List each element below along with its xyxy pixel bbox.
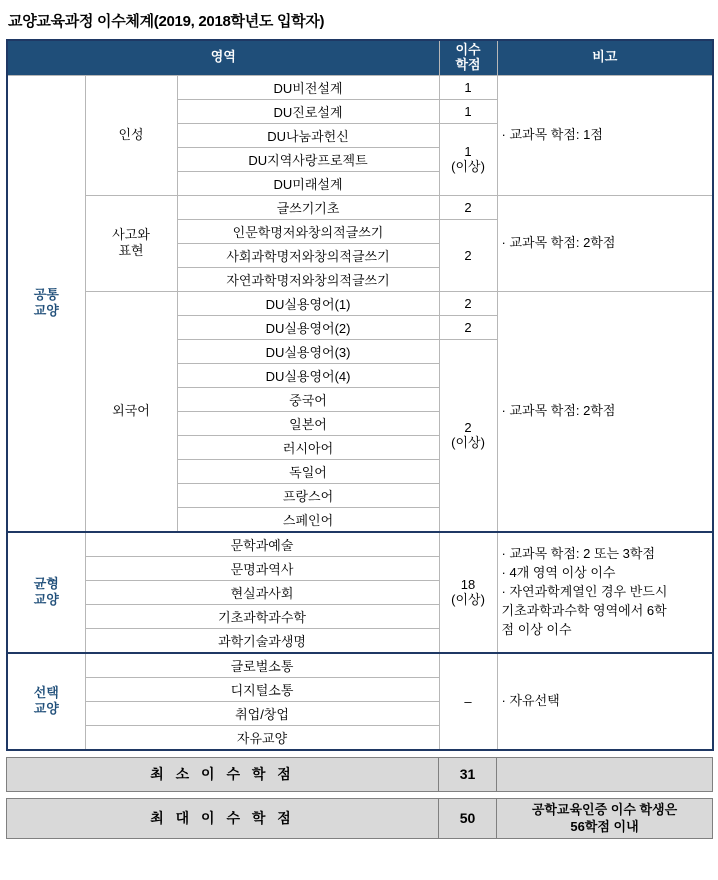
credit-cell: 2	[439, 195, 497, 219]
curriculum-table	[6, 39, 714, 751]
course-cell: 문명과역사	[85, 556, 439, 580]
credit-cell: 1	[439, 75, 497, 99]
area-label: 인성	[118, 127, 144, 143]
note-line: · 자연과학계열인 경우 반드시	[501, 583, 668, 599]
credit-line: (이상)	[451, 435, 485, 451]
summary-note-line: 공학교육인증 이수 학생은	[531, 801, 678, 817]
group-label-line2: 교양	[33, 592, 59, 608]
course-cell: DU실용영어(2)	[177, 315, 439, 339]
summary-label: 최 소 이 수 학 점	[7, 757, 439, 791]
course-cell: DU진로설계	[177, 99, 439, 123]
credit-line: 18	[460, 576, 476, 592]
course-cell: 사회과학명저와창의적글쓰기	[177, 243, 439, 267]
group-label-line1: 선택	[33, 685, 59, 701]
course-cell: 자유교양	[85, 725, 439, 750]
note-line: 기초과학과수학 영역에서 6학	[501, 602, 667, 618]
course-cell: 취업/창업	[85, 701, 439, 725]
area-cell-sago	[85, 195, 177, 291]
credit-line: 1	[464, 143, 472, 159]
area-cell-inseong	[85, 75, 177, 195]
credit-line: (이상)	[451, 159, 485, 175]
note-cell	[497, 291, 713, 532]
credit-cell: 1	[439, 99, 497, 123]
group-label-line1: 공통	[33, 287, 59, 303]
credit-cell	[439, 532, 497, 653]
credit-line: –	[464, 693, 472, 709]
course-cell: 인문학명저와창의적글쓰기	[177, 219, 439, 243]
area-cell-foreign-language	[85, 291, 177, 532]
credit-line: 2	[464, 419, 472, 435]
course-cell: 디지털소통	[85, 677, 439, 701]
credit-line: 2	[464, 247, 472, 263]
course-cell: 중국어	[177, 387, 439, 411]
note-cell	[497, 195, 713, 291]
note-cell	[497, 653, 713, 750]
table-row	[7, 291, 713, 315]
course-cell: 독일어	[177, 459, 439, 483]
course-cell: DU실용영어(3)	[177, 339, 439, 363]
course-cell: DU지역사랑프로젝트	[177, 147, 439, 171]
group-cell-elective	[7, 653, 85, 750]
course-cell: 과학기술과생명	[85, 628, 439, 653]
course-cell: 글로벌소통	[85, 653, 439, 678]
credit-cell	[439, 653, 497, 750]
group-cell-balanced	[7, 532, 85, 653]
note-cell	[497, 532, 713, 653]
group-label-line2: 교양	[33, 303, 59, 319]
group-label-line2: 교양	[33, 701, 59, 717]
table-row	[7, 75, 713, 99]
course-cell: DU나눔과헌신	[177, 123, 439, 147]
credit-header-line2: 학점	[455, 56, 481, 72]
note-line: · 4개 영역 이상 이수	[501, 565, 616, 581]
credit-line: (이상)	[451, 592, 485, 608]
summary-credit: 50	[439, 798, 497, 838]
course-cell: 스페인어	[177, 507, 439, 532]
area-label: 외국어	[112, 403, 150, 419]
note-cell	[497, 75, 713, 195]
course-cell: DU실용영어(4)	[177, 363, 439, 387]
group-cell-common	[7, 75, 85, 532]
credit-cell	[439, 123, 497, 195]
note-line: 점 이상 이수	[501, 621, 572, 637]
summary-max-table	[6, 798, 713, 839]
summary-note-line: 56학점 이내	[570, 819, 639, 835]
course-cell: 프랑스어	[177, 483, 439, 507]
course-cell: 일본어	[177, 411, 439, 435]
summary-credit: 31	[439, 757, 497, 791]
credit-header-line1: 이수	[455, 42, 481, 57]
table-row	[7, 653, 713, 678]
note-line: · 교과목 학점: 2 또는 3학점	[501, 546, 656, 562]
page-title: 교양교육과정 이수체계(2019, 2018학년도 입학자)	[8, 13, 325, 30]
area-label-line1: 사고와	[112, 227, 150, 243]
note-line: · 교과목 학점: 2학점	[501, 402, 616, 418]
table-body	[7, 75, 713, 750]
summary-row-max	[7, 798, 713, 838]
course-cell: 기초과학과수학	[85, 604, 439, 628]
table-row	[7, 195, 713, 219]
course-cell: 자연과학명저와창의적글쓰기	[177, 267, 439, 291]
column-header-credit	[439, 40, 497, 75]
course-cell: DU비전설계	[177, 75, 439, 99]
credit-cell: 2	[439, 291, 497, 315]
column-header-note: 비고	[497, 40, 713, 75]
note-line: · 교과목 학점: 1점	[501, 126, 603, 142]
group-label-line1: 균형	[33, 576, 59, 592]
summary-min-table	[6, 757, 713, 792]
credit-cell	[439, 219, 497, 291]
summary-row-min	[7, 757, 713, 791]
course-cell: DU미래설계	[177, 171, 439, 195]
table-row	[7, 532, 713, 557]
summary-note	[497, 798, 713, 838]
course-cell: 러시아어	[177, 435, 439, 459]
note-line: · 자유선택	[501, 692, 560, 708]
course-cell: 현실과사회	[85, 580, 439, 604]
course-cell: DU실용영어(1)	[177, 291, 439, 315]
summary-label: 최 대 이 수 학 점	[7, 798, 439, 838]
table-header	[7, 40, 713, 75]
course-cell: 글쓰기기초	[177, 195, 439, 219]
course-cell: 문학과예술	[85, 532, 439, 557]
summary-note	[497, 757, 713, 791]
credit-cell	[439, 339, 497, 532]
column-header-area: 영역	[7, 40, 439, 75]
area-label-line2: 표현	[118, 243, 144, 259]
note-line: · 교과목 학점: 2학점	[501, 234, 616, 250]
credit-cell: 2	[439, 315, 497, 339]
